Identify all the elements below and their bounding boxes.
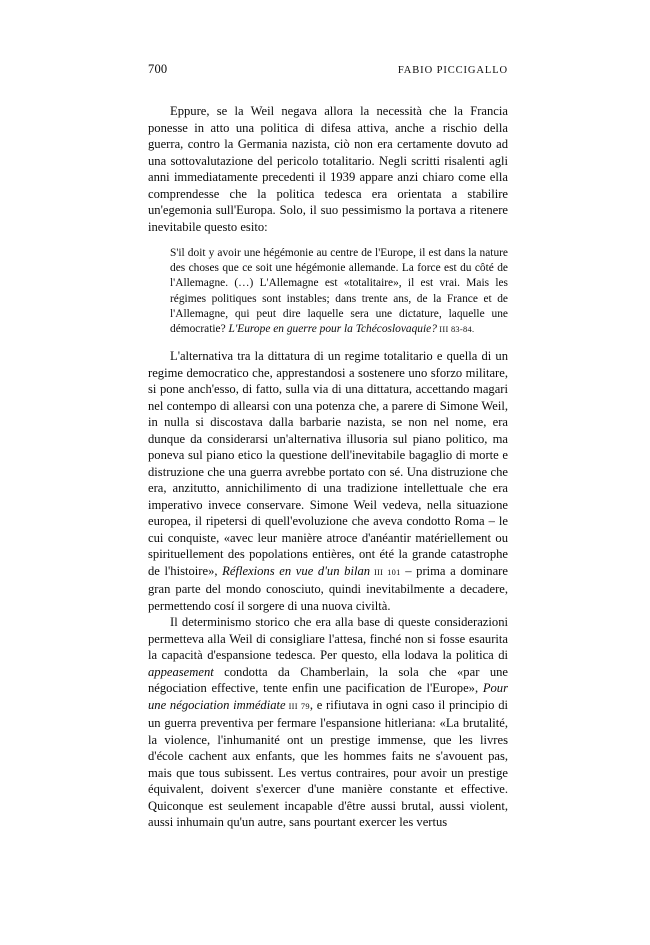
running-head-author: FABIO PICCIGALLO [397,65,508,76]
paragraph-2-part-b: – prima a dominare gran parte del mondo conosciuto, quindi inevitabilmente a decadere, permettendo cosí il sorgere di una nuova civiltà. [148,563,508,613]
page-number: 700 [148,62,168,76]
paragraph-3-title: Pour une négociation immédiate [148,681,508,712]
paragraph-1: Eppure, se la Weil negava allora la necessità che la Francia ponesse in atto una politica di difesa attiva, anche a rischio della guerra, contro la Germania nazista, ciò non era certamente dovuto ad una sottovalutazione del pericolo totalitario. Negli scritti risalenti agli anni immediatamente precedenti il 1939 appare anzi chiaro come ella comprendesse che la politica tedesca era orientata a stabilire un'egemonia sull'Europa. Solo, il suo pessimismo la portava a ritenere inevitabile questo esito: [148,104,508,234]
paragraph-3-part-a: Il determinismo storico che era alla base di queste considerazioni permetteva alla Weil di consigliare l'attesa, finché non si fosse esaurita la capacità d'espansione tedesca. Per questo, ella lodava la politica di [148,615,508,663]
blockquote-1-text [170,246,508,337]
blockquote-1-main: S'il doit y avoir une hégémonie au centre de l'Europe, il est dans la nature des choses que ce soit une hégémonie allemande. La force est du côté de l'Allemagne. (…) L'Allemagne est «totalitaire», il est vrai. Mais les régimes politiques sont instables; dans trente ans, de la France et de l'Allemagne, qui peut dire laquelle sera une dictature, laquelle une démocratie? [170,247,508,336]
blockquote-1 [148,246,508,337]
blockquote-1-title: L'Europe en guerre pour la Tchécoslovaquie? [228,323,437,336]
paragraph-3-reference: III 79 [285,701,310,711]
paragraph-2-reference: III 101 [370,567,401,577]
page-content [148,62,508,831]
running-head [148,62,508,77]
paragraph-2 [148,348,508,614]
paragraph-3-part-b: condotta da Chamberlain, la sola che «par une négociation effective, tente enfin une pacification de l'Europe», [148,664,508,696]
paragraph-2-title: Réflexions en vue d'un bilan [222,563,371,578]
paragraph-3-italic-appeasement: appeasement [148,664,214,679]
paragraph-3-part-c: , e rifiutava in ogni caso il principio di un guerra preventiva per fermare l'espansione hitleriana: «La brutalité, la violence, l'inhumanité ont un prestige immense, que les livres d'école cachent aux enfants, que les hommes faits ne s'avouent pas, mais que tous subissent. Les vertus contraires, pour avoir un prestige équivalent, doivent s'exercer d'une manière constante et effective. Quiconque est seulement incapable d'être aussi brutal, aussi violent, aussi inhumain qu'un autre, sans pourtant exercer les vertus [148,697,508,830]
paragraph-2-part-a: L'alternativa tra la dittatura di un regime totalitario e quella di un regime democratico che, apprestandosi a sostenere uno sforzo militare, si pone anch'esso, di fatto, sulla via di una dittatura, accettando magari nel contempo di allearsi con una potenza che, a parere di Simone Weil, in nulla si discostava dalla barbarie nazista, se non nel nome, era dunque da considerarsi un'alternativa illusoria sul piano politico, ma poneva sul piano etico la questione dell'inevitabile bagaglio di morte e distruzione che una guerra avrebbe portato con sé. Una distruzione che era, anzitutto, annichilimento di una tradizione intellettuale che era imperativo invece conservare. Simone Weil vedeva, nella situazione europea, il ripetersi di quell'evoluzione che aveva condotto Roma – le cui conquiste, «avec leur manière atroce d'anéantir matériellement ou spirituellement des popolations entières, ont été la grande catastrophe de l'histoire», [148,349,508,578]
paragraph-3 [148,614,508,831]
blockquote-1-reference: III 83-84. [436,325,475,335]
